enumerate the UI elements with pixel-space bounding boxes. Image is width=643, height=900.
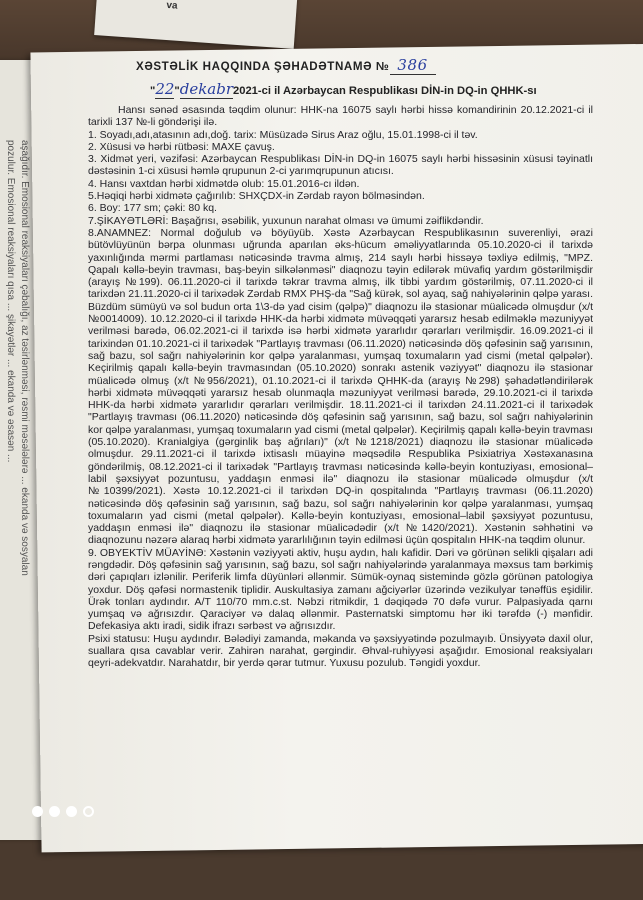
paragraph: 3. Xidmət yeri, vəzifəsi: Azərbaycan Respublikası DİN-in DQ-in 16075 saylı hərbi hissəsinin xüsusi təyinatlı dəstəsinin 1-ci xüsusi həmlə qrupunun 2-ci yarımqrupunun atıcısı. — [88, 153, 593, 178]
side-page-line: pozulur. Emosional reaksiyaları qısa ... şikayətlər ... ekanda və əsasən ... — [5, 140, 16, 463]
pager-dot[interactable] — [32, 806, 43, 817]
title-text: XƏSTƏLİK HAQQINDA ŞƏHADƏTNAMƏ № — [136, 60, 390, 73]
paragraph: 6. Boy: 177 sm; çəki: 80 kq. — [88, 202, 217, 215]
paragraph: 1. Soyadı,adı,atasının adı,doğ. tarix: Müsüzadə Sirus Araz oğlu, 15.01.1998-ci il təv. — [88, 128, 478, 141]
date-suffix: 2021-ci il Azərbaycan Respublikası DİN-in DQ-in QHHK-sı — [233, 85, 537, 97]
handwritten-number: 386 — [390, 56, 436, 75]
pager-dot[interactable] — [49, 806, 60, 817]
paragraph: Psixi statusu: Huşu aydındır. Bələdiyi zamanda, məkanda və şəxsiyyətində pozulmayıb. Ünsiyyətə daxil olur, suallara qısa cavablar verir. Zahirən narahat, gərgindir. Əhval-ruhiyyəsi aşağıdır. Emosional reaksiyaları qeyri-adekvatdır. Narahatdır, bir yerdə qərar tutmur. Yuxusu pozulub. Təngidi yoxdur. — [88, 632, 593, 670]
document-body — [88, 104, 593, 670]
image-pager — [32, 806, 94, 817]
paragraph: 7.ŞİKAYƏTLƏRİ: Başağrısı, əsəbilik, yuxunun narahat olması və ümumi zəiflikdəndir. — [88, 214, 484, 227]
side-page-line: aşağıdır. Emosional reaksiyaları çəbalığı, az təsirlənməsi, rəsmi məsələlərə ... ekanda və sosyalan — [19, 140, 30, 576]
handwritten-day: 22 — [155, 80, 175, 98]
pager-dot[interactable] — [66, 806, 77, 817]
handwritten-month: dekabr — [179, 80, 234, 98]
paragraph: 8.ANAMNEZ: Normal doğulub və böyüyüb. Xəstə Azərbaycan Respublikasının suverenliyi, ərazi bütövlüyünün bərpa olunması uğrunda aparılan əks-hücum əməliyyatlarında 05.10.2020-ci il tarixdə yaxınlığında mərmi partlaması nəticəsində travma almış, 214 saylı hərbi hissəyə təxliyə edilmiş, "MPZ. Qapalı kəllə-beyin travması, baş-beyin silkələnməsi" diaqnozu təyin edilərək müvafiq yardım göstərilmişdir (arayış №199). 06.11.2020-ci il tarixdə təkrar travma almış, ilk tibbi yardım göstərilmiş, 07.11.2020-ci il tarixdən 21.11.2020-ci il tarixədək Zərdab RMX PHŞ-da "Sağ kürək, sol ayaq, sağ nahiyələrinin qəlpə yarası. Büzdüm sümüyü və sol budun orta 1\3-də yad cisim (qəlpə)" diaqnozu ilə stasionar müalicədə olmuşdur (x/t №0014009). 10.12.2020-ci il tarixdə HHK-da hərbi xidmətə müvəqqəti yararsız hesab edilməklə məzuniyyət verilməsi barədə, 06.02.2021-ci il tarixdə isə hərbi xidmətə yararlıdır qərarları verilmişdir. 16.09.2021-ci il tarixindən 01.10.2021-ci il tarixədək "Partlayış travması (06.11.2020) nəticəsində döş qəfəsinin sağ yarısının, sağ bazu, sol sağrı nahiyələrinin kor qəlpə yaralanması, yumşaq toxumaların yad cismi (metal qəlpələr). Keçirilmiş qapalı kəllə-beyin travmasından (05.10.2020) sonrakı astenik vəziyyət" diaqnozu ilə stasionar müalicədə olmuş (x/t №956/2021), 01.10.2021-ci il tarixdə QHHK-da (arayış №298) şəhadətləndirilərək hərbi xidmətə müvəqqəti yararsız hesab olunmaqla məzuniyyət verilməsi barədə, 29.10.2021-ci il tarixdə HHK-da hərbi xidmətə yararlıdır qərarları verilmişdir. 18.11.2021-ci il tarixdən 24.11.2021-ci il tarixədək "Partlayış travması (06.11.2020) nəticəsində döş qəfəsinin sağ yarısının, sağ bazu, sol sağrı nahiyələrinin kor qəlpə yaralanması, yumşaq toxumaların yad cismi (metal qəlpələr). Keçirilmiş qapalı kəllə-beyin travması (05.10.2020). Kranialgiya (gərginlik baş ağrıları)" (x/t №1218/2021) diaqnozu ilə stasionar müalicədə olmuşdur. 29.11.2021-ci il tarixdə ixtisaslı müayinə məqsədilə Respublika Psixiatriya Xəstəxanasına göndərilmiş, 08.12.2021-ci il tarixədək "Partlayış travması nəticəsində kəllə-beyin kontuziyası, emosional–labil şəxsiyyət pozuntusu, yaddaşın enməsi ilə" diaqnozu ilə stasionar müalicədə olmuşdur (x/t №10399/2021). Xəstə 10.12.2021-ci il tarixdən DQ-in qospitalında "Partlayış travması (06.11.2020) nəticəsində döş qəfəsinin sağ yarısının, sağ bazu, sol sağrı nahiyələrinin kor qəlpə yaralanması, yumşaq toxumaların yad cismi (metal qəlpələr). Kəllə-beyin kontuziyası, emosional–labil şəxsiyyət pozuntusu, yaddaşın enməsi ilə" diaqnozu ilə stasionar müalicədədir (x/t №1420/2021). Xəstənin səhhətini və diaqnozunu nəzərə alaraq hərbi xidmətə yararlılığının təyin edilməsi üçün qospitalın HHK-na təqdim olunur. — [88, 226, 593, 547]
paragraph: 5.Həqiqi hərbi xidmətə çağırılıb: SHXÇDX-in Zərdab rayon bölməsindən. — [88, 190, 425, 203]
paragraph: 4. Hansı vaxtdan hərbi xidmətdə olub: 15.01.2016-cı ildən. — [88, 177, 360, 190]
pager-dot[interactable] — [83, 806, 94, 817]
paragraph: 9. OBYEKTİV MÜAYİNƏ: Xəstənin vəziyyəti aktiv, huşu aydın, halı kafidir. Dəri və görünən selikli qişaları adi rəngdədir. Döş qəfəsinin sağ yarısının, sağ bazu, sol sağrı nahiyələrində yaralanmaya məxsus tam bərkimiş dəri çapıqları izlənilir. Periferik limfa düyünləri əllənmir. Sümük-oynaq sistemində gözlə görünən patologiya yoxdur. Döş qəfəsi normastenik tiplidir. Auskultasiya zamanı ağciyərlər üzərində vezikulyar tənəffüs eşidilir. Ürək tonları aydındır. A/T 110/70 mm.c.st. Nəbzi ritmikdir, 1 dəqiqədə 70 dəfə vurur. Palpasiyada qarnı yumşaq və ağrısızdır. Qaraciyər və dalaq əllənmir. Pasternatski simptomu hər iki tərəfdə (-) mənfidir. Defekasiya aktı iradi, sidik ifrazı sərbəst və ağrısızdır. — [88, 546, 593, 633]
date-line: "22"dekabr2021-ci il Azərbaycan Respublikası DİN-in DQ-in QHHK-sı — [150, 80, 537, 98]
paragraph: 2. Xüsusi və hərbi rütbəsi: MAXE çavuş. — [88, 140, 275, 153]
paragraph: Hansı sənəd əsasında təqdim olunur: HHK-na 16075 saylı hərbi hissə komandirinin 20.12.2021-ci il tarixli 137 №-li göndərişi ilə. — [88, 104, 593, 129]
document-title — [136, 56, 556, 75]
background-paper-text: va — [166, 0, 178, 12]
